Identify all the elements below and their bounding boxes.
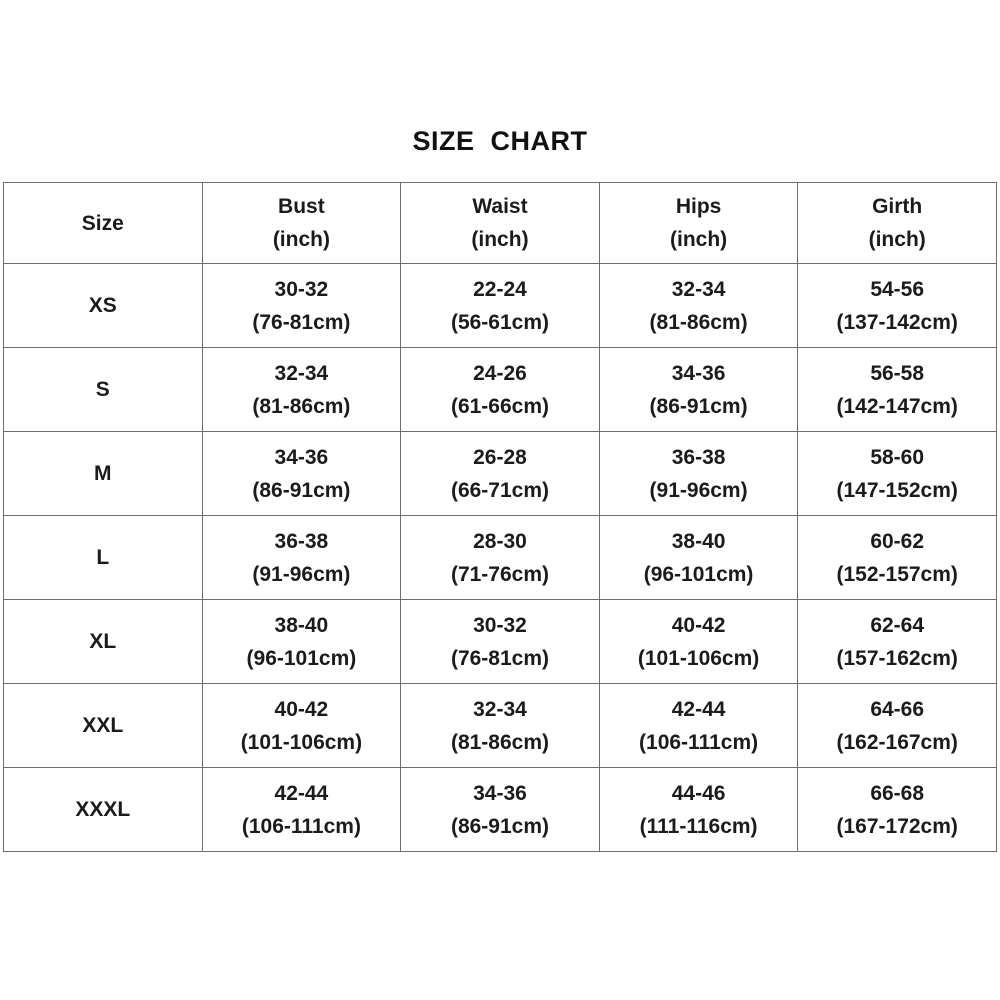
inch-range: 28-30 (473, 529, 527, 553)
measurement-cell (401, 264, 600, 348)
measurement-cell (599, 264, 798, 348)
column-label: Hips (675, 195, 722, 218)
measurement-cell (599, 768, 798, 852)
measurement-cell (599, 684, 798, 768)
inch-range: 38-40 (671, 529, 726, 553)
cm-range: (71-76cm) (450, 562, 550, 586)
table-row (4, 684, 997, 768)
cm-range: (167-172cm) (836, 814, 958, 838)
cm-range: (66-71cm) (450, 478, 550, 502)
table-row (4, 432, 997, 516)
table-row (4, 516, 997, 600)
cm-range: (162-167cm) (836, 730, 958, 754)
column-unit: (inch) (670, 228, 728, 251)
inch-range: 34-36 (473, 781, 527, 805)
inch-range: 42-44 (274, 781, 329, 805)
size-label-cell: XXXL (4, 768, 203, 852)
column-header-bust (202, 183, 401, 264)
inch-range: 32-34 (473, 697, 527, 721)
table-row (4, 348, 997, 432)
column-header-size (4, 183, 203, 264)
cm-range: (81-86cm) (252, 394, 351, 418)
column-unit: (inch) (272, 228, 330, 251)
cm-range: (91-96cm) (252, 562, 351, 586)
column-label: Waist (472, 195, 528, 218)
cm-range: (106-111cm) (241, 814, 361, 838)
measurement-cell (401, 348, 600, 432)
page-title: SIZE CHART (412, 126, 588, 156)
cm-range: (106-111cm) (639, 730, 759, 754)
inch-range: 58-60 (870, 445, 925, 469)
table-row (4, 264, 997, 348)
inch-range: 36-38 (671, 445, 726, 469)
inch-range: 42-44 (671, 697, 726, 721)
measurement-cell (202, 264, 401, 348)
measurement-cell (202, 600, 401, 684)
cm-range: (96-101cm) (246, 646, 357, 670)
measurement-cell (202, 348, 401, 432)
measurement-cell (401, 768, 600, 852)
inch-range: 44-46 (671, 781, 726, 805)
inch-range: 66-68 (870, 781, 925, 805)
cm-range: (86-91cm) (252, 478, 351, 502)
inch-range: 24-26 (473, 361, 527, 385)
cm-range: (86-91cm) (450, 814, 550, 838)
measurement-cell (798, 264, 997, 348)
cm-range: (91-96cm) (649, 478, 748, 502)
column-label: Size (81, 211, 124, 235)
cm-range: (101-106cm) (637, 646, 760, 670)
inch-range: 30-32 (473, 613, 527, 637)
header-row (4, 183, 997, 264)
measurement-cell (599, 600, 798, 684)
cm-range: (61-66cm) (450, 394, 550, 418)
size-label-cell: M (4, 432, 203, 516)
measurement-cell (599, 348, 798, 432)
table-header (4, 183, 997, 264)
column-header-hips (599, 183, 798, 264)
inch-range: 64-66 (870, 697, 925, 721)
inch-range: 56-58 (870, 361, 925, 385)
measurement-cell (401, 516, 600, 600)
size-label-cell: XXL (4, 684, 203, 768)
measurement-cell (401, 600, 600, 684)
measurement-cell (202, 768, 401, 852)
inch-range: 40-42 (671, 613, 726, 637)
column-label: Bust (278, 195, 325, 218)
cm-range: (76-81cm) (450, 646, 550, 670)
size-label-cell: XL (4, 600, 203, 684)
inch-range: 60-62 (870, 529, 925, 553)
table-row (4, 768, 997, 852)
measurement-cell (401, 684, 600, 768)
cm-range: (86-91cm) (649, 394, 748, 418)
inch-range: 22-24 (473, 277, 527, 301)
measurement-cell (401, 432, 600, 516)
measurement-cell (798, 684, 997, 768)
column-label: Girth (872, 195, 923, 218)
inch-range: 32-34 (274, 361, 329, 385)
size-table-body (4, 264, 997, 852)
inch-range: 54-56 (870, 277, 925, 301)
cm-range: (76-81cm) (252, 310, 351, 334)
column-header-waist (401, 183, 600, 264)
cm-range: (111-116cm) (639, 814, 758, 838)
inch-range: 38-40 (274, 613, 329, 637)
cm-range: (157-162cm) (836, 646, 958, 670)
measurement-cell (798, 768, 997, 852)
inch-range: 34-36 (671, 361, 726, 385)
cm-range: (81-86cm) (649, 310, 748, 334)
measurement-cell (798, 516, 997, 600)
inch-range: 62-64 (870, 613, 925, 637)
cm-range: (142-147cm) (836, 394, 958, 418)
inch-range: 30-32 (274, 277, 329, 301)
cm-range: (152-157cm) (836, 562, 958, 586)
measurement-cell (599, 516, 798, 600)
cm-range: (96-101cm) (643, 562, 754, 586)
cm-range: (147-152cm) (836, 478, 958, 502)
cm-range: (81-86cm) (450, 730, 550, 754)
measurement-cell (202, 684, 401, 768)
inch-range: 34-36 (274, 445, 329, 469)
cm-range: (137-142cm) (836, 310, 958, 334)
size-chart-table (3, 182, 997, 852)
table-row (4, 600, 997, 684)
measurement-cell (798, 348, 997, 432)
inch-range: 36-38 (274, 529, 329, 553)
inch-range: 40-42 (274, 697, 329, 721)
size-label-cell: S (4, 348, 203, 432)
measurement-cell (798, 432, 997, 516)
measurement-cell (202, 516, 401, 600)
inch-range: 26-28 (473, 445, 527, 469)
size-label-cell: XS (4, 264, 203, 348)
measurement-cell (202, 432, 401, 516)
measurement-cell (599, 432, 798, 516)
size-label-cell: L (4, 516, 203, 600)
column-unit: (inch) (471, 228, 529, 251)
inch-range: 32-34 (671, 277, 726, 301)
column-unit: (inch) (868, 228, 926, 251)
cm-range: (101-106cm) (240, 730, 363, 754)
cm-range: (56-61cm) (450, 310, 550, 334)
column-header-girth (798, 183, 997, 264)
measurement-cell (798, 600, 997, 684)
